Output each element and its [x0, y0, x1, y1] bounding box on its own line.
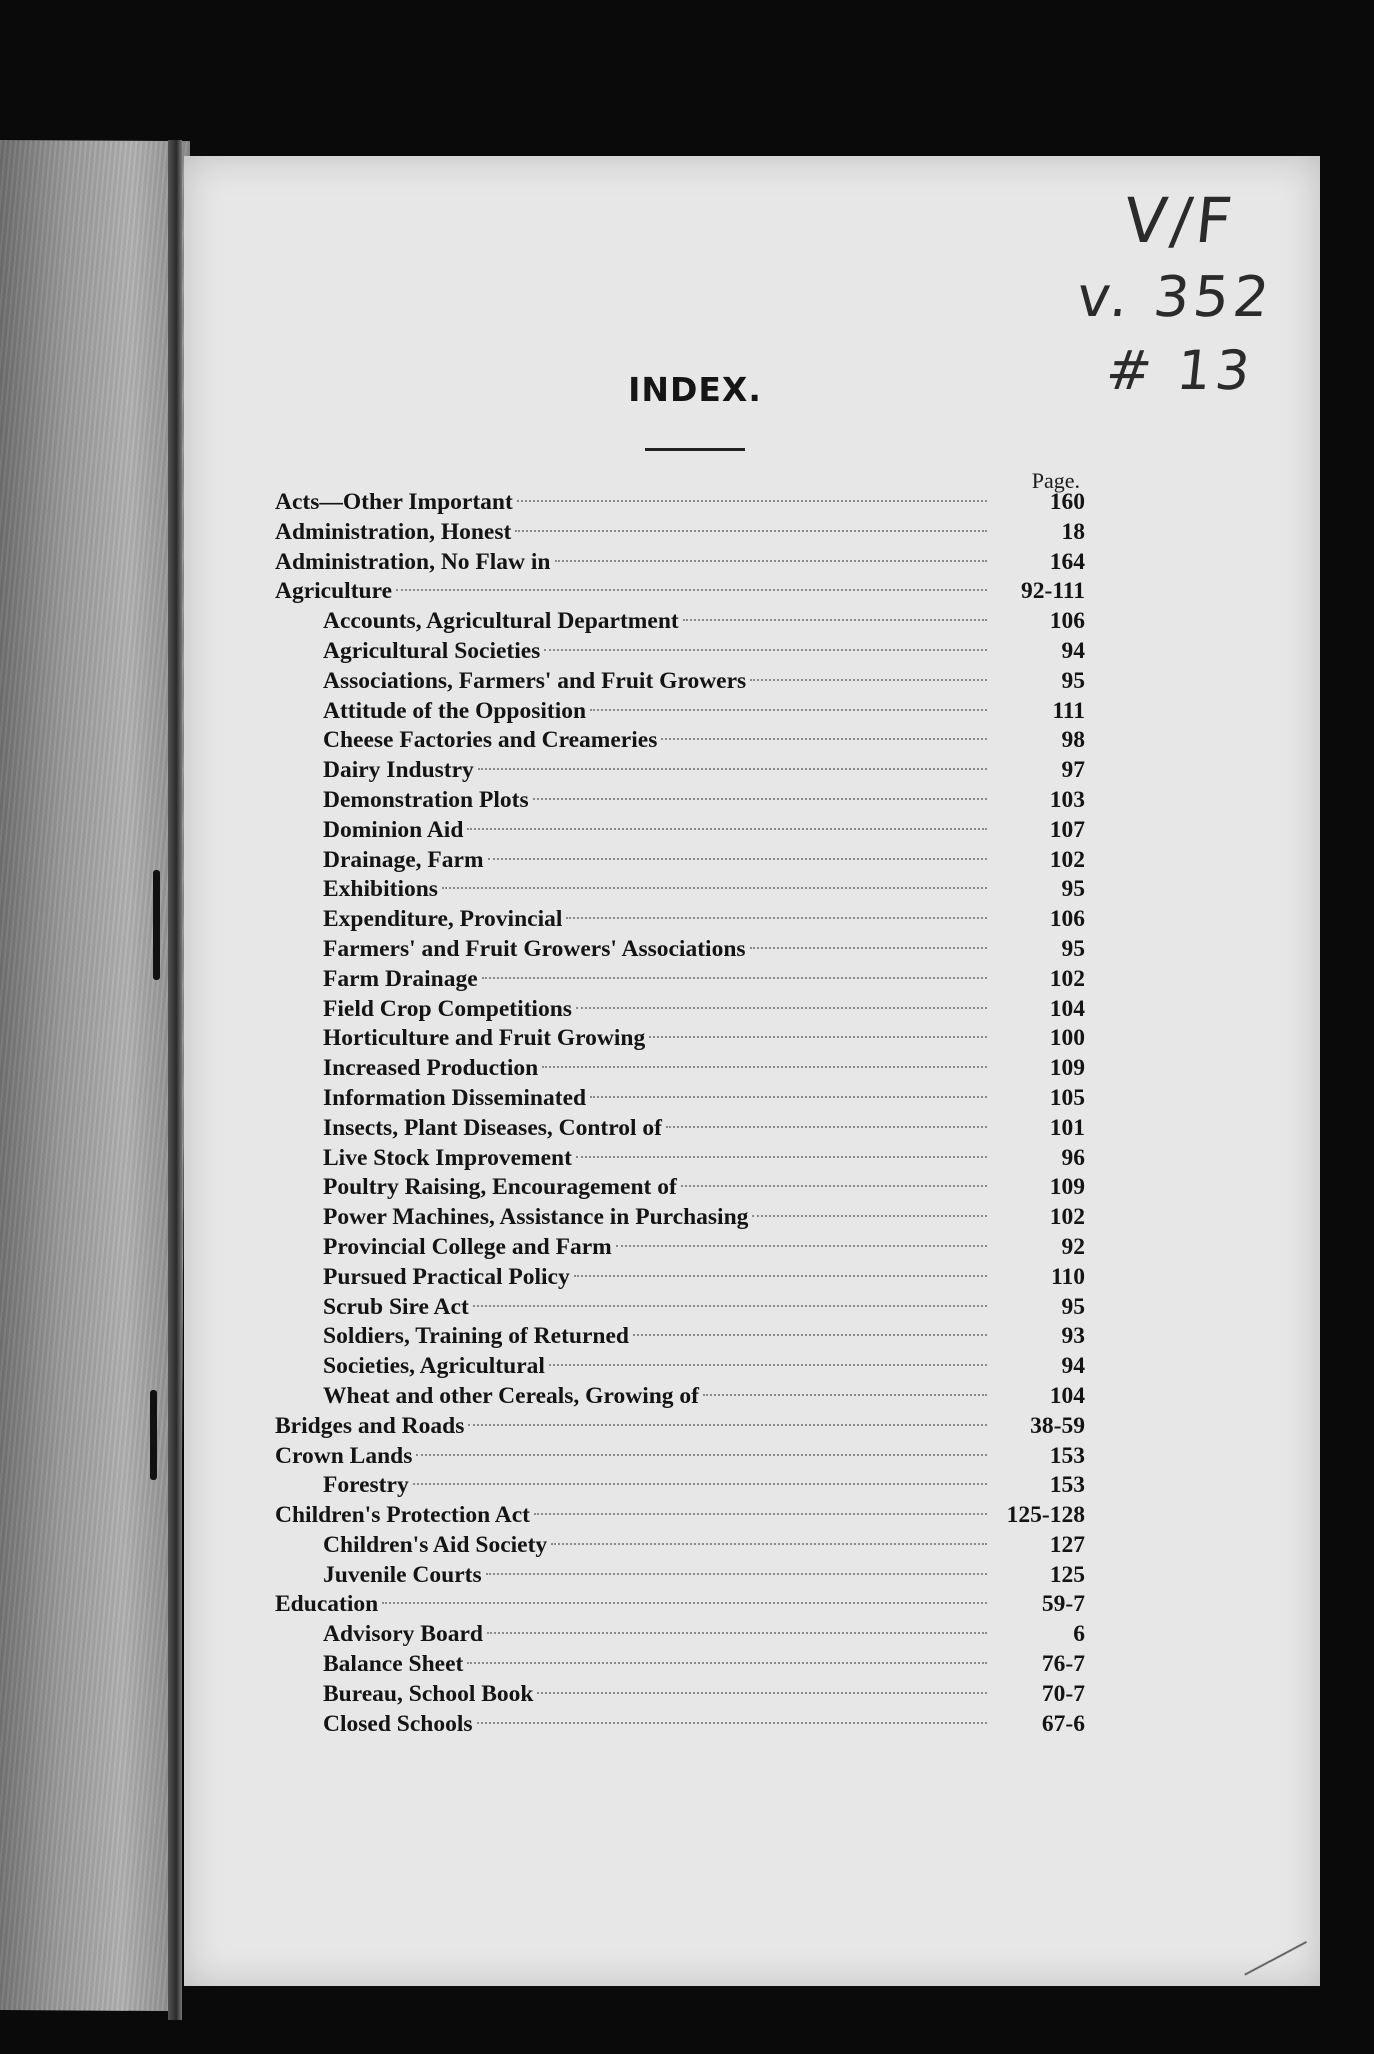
- entry-page-number: 18: [1061, 518, 1085, 545]
- book-binding: [0, 140, 190, 2011]
- entry-label: Soldiers, Training of Returned: [323, 1323, 629, 1350]
- index-subentry: [275, 816, 1085, 846]
- entry-label: Increased Production: [323, 1055, 539, 1082]
- entry-label: Expenditure, Provincial: [323, 906, 563, 933]
- entry-page-number: 104: [1049, 1382, 1085, 1409]
- entry-label: Bridges and Roads: [275, 1412, 465, 1439]
- dot-leader: [616, 1245, 987, 1247]
- entry-page-number: 95: [1061, 876, 1085, 903]
- dot-leader: [542, 1066, 987, 1068]
- index-subentry: [275, 1173, 1085, 1203]
- index-subentry: [275, 786, 1085, 816]
- dot-leader: [477, 1722, 987, 1724]
- entry-label: Cheese Factories and Creameries: [323, 727, 658, 754]
- dot-leader: [555, 560, 988, 562]
- dot-leader: [478, 768, 987, 770]
- dot-leader: [549, 1364, 987, 1366]
- entry-label: Horticulture and Fruit Growing: [323, 1025, 646, 1052]
- entry-page-number: 70-7: [1041, 1680, 1085, 1707]
- index-subentry: [275, 1293, 1085, 1323]
- dot-leader: [576, 1156, 987, 1158]
- entry-label: Wheat and other Cereals, Growing of: [323, 1382, 699, 1409]
- entry-page-number: 153: [1049, 1472, 1085, 1499]
- index-subentry: [275, 846, 1085, 876]
- dot-leader: [666, 1126, 987, 1128]
- dot-leader: [487, 1632, 987, 1634]
- dot-leader: [551, 1543, 987, 1545]
- entry-page-number: 95: [1061, 667, 1085, 694]
- entry-page-number: 106: [1049, 608, 1085, 635]
- dot-leader: [750, 679, 987, 681]
- dot-leader: [396, 589, 987, 591]
- dot-leader: [590, 1096, 987, 1098]
- dot-leader: [467, 828, 987, 830]
- index-subentry: [275, 1382, 1085, 1412]
- index-subentry: [275, 875, 1085, 905]
- handwritten-note-line: v. 352: [1073, 265, 1277, 330]
- binding-edge: [168, 140, 182, 2020]
- index-subentry: [275, 935, 1085, 965]
- entry-page-number: 97: [1061, 757, 1085, 784]
- entry-page-number: 100: [1049, 1025, 1085, 1052]
- index-subentry: [275, 1322, 1085, 1352]
- page-column-header: Page.: [1031, 468, 1080, 493]
- entry-label: Pursued Practical Policy: [323, 1263, 570, 1290]
- dot-leader: [442, 887, 987, 889]
- index-subentry: [275, 667, 1085, 697]
- entry-label: Bureau, School Book: [323, 1680, 534, 1707]
- entry-label: Agriculture: [275, 578, 393, 605]
- page-title: INDEX.: [628, 370, 762, 409]
- entry-label: Insects, Plant Diseases, Control of: [323, 1114, 662, 1141]
- entry-page-number: 102: [1049, 1204, 1085, 1231]
- margin-mark: [153, 870, 160, 980]
- index-subentry: [275, 726, 1085, 756]
- entry-page-number: 153: [1049, 1442, 1085, 1469]
- dot-leader: [703, 1394, 987, 1396]
- dot-leader: [574, 1275, 987, 1277]
- entry-label: Farmers' and Fruit Growers' Associations: [323, 935, 746, 962]
- dot-leader: [482, 977, 987, 979]
- entry-label: Demonstration Plots: [323, 786, 529, 813]
- dot-leader: [750, 947, 987, 949]
- entry-label: Administration, No Flaw in: [275, 548, 551, 575]
- entry-page-number: 164: [1049, 548, 1085, 575]
- index-subentry: [275, 1084, 1085, 1114]
- entry-page-number: 95: [1061, 935, 1085, 962]
- entry-label: Societies, Agricultural: [323, 1353, 545, 1380]
- entry-label: Information Disseminated: [323, 1084, 587, 1111]
- entry-page-number: 127: [1049, 1531, 1085, 1558]
- index-subentry: [275, 1054, 1085, 1084]
- dot-leader: [537, 1692, 987, 1694]
- entry-page-number: 95: [1061, 1293, 1085, 1320]
- entry-page-number: 109: [1049, 1174, 1085, 1201]
- index-subentry: [275, 1144, 1085, 1174]
- dot-leader: [515, 530, 987, 532]
- entry-page-number: 106: [1049, 906, 1085, 933]
- index-subentry: [275, 1561, 1085, 1591]
- entry-label: Provincial College and Farm: [323, 1233, 612, 1260]
- dot-leader: [468, 1424, 987, 1426]
- entry-label: Education: [275, 1591, 379, 1618]
- dot-leader: [473, 1305, 987, 1307]
- index-entry: [275, 577, 1085, 607]
- index-subentry: [275, 965, 1085, 995]
- entry-label: Power Machines, Assistance in Purchasing: [323, 1204, 749, 1231]
- entry-page-number: 125: [1049, 1561, 1085, 1588]
- entry-label: Field Crop Competitions: [323, 995, 572, 1022]
- index-subentry: [275, 1531, 1085, 1561]
- entry-label: Juvenile Courts: [323, 1561, 482, 1588]
- entry-label: Associations, Farmers' and Fruit Growers: [323, 667, 747, 694]
- entry-page-number: 38-59: [1030, 1412, 1085, 1439]
- entry-page-number: 76-7: [1041, 1651, 1085, 1678]
- entry-page-number: 109: [1049, 1055, 1085, 1082]
- dot-leader: [382, 1602, 987, 1604]
- entry-page-number: 96: [1061, 1144, 1085, 1171]
- index-subentry: [275, 1650, 1085, 1680]
- index-subentry: [275, 637, 1085, 667]
- entry-label: Closed Schools: [323, 1710, 473, 1737]
- dot-leader: [467, 1662, 987, 1664]
- entry-label: Drainage, Farm: [323, 846, 484, 873]
- entry-page-number: 160: [1049, 489, 1085, 515]
- entry-page-number: 102: [1049, 846, 1085, 873]
- entry-page-number: 94: [1061, 1353, 1085, 1380]
- entry-label: Acts—Other Important: [275, 489, 513, 515]
- index-subentry: [275, 1680, 1085, 1710]
- index-subentry: [275, 1710, 1085, 1740]
- dot-leader: [683, 619, 987, 621]
- entry-page-number: 103: [1049, 786, 1085, 813]
- entry-page-number: 6: [1073, 1621, 1085, 1648]
- handwritten-note: [1060, 184, 1300, 416]
- entry-label: Children's Aid Society: [323, 1531, 548, 1558]
- index-subentry: [275, 1471, 1085, 1501]
- dot-leader: [486, 1573, 987, 1575]
- index-subentry: [275, 756, 1085, 786]
- entry-page-number: 94: [1061, 637, 1085, 664]
- entry-label: Balance Sheet: [323, 1651, 464, 1678]
- dot-leader: [661, 738, 987, 740]
- dot-leader: [544, 649, 987, 651]
- index-entry: [275, 1501, 1085, 1531]
- index-entry: [275, 548, 1085, 578]
- title-rule: [645, 448, 745, 451]
- index-subentry: [275, 1203, 1085, 1233]
- entry-label: Live Stock Improvement: [323, 1144, 572, 1171]
- entry-label: Exhibitions: [323, 876, 438, 903]
- entry-label: Crown Lands: [275, 1442, 413, 1469]
- index-entry: [275, 1590, 1085, 1620]
- dot-leader: [416, 1454, 987, 1456]
- entry-page-number: 92-111: [1021, 578, 1085, 605]
- entry-label: Dominion Aid: [323, 816, 464, 843]
- index-subentry: [275, 697, 1085, 727]
- index-list: [275, 488, 1085, 1739]
- entry-page-number: 101: [1049, 1114, 1085, 1141]
- entry-label: Farm Drainage: [323, 965, 478, 992]
- entry-page-number: 93: [1061, 1323, 1085, 1350]
- index-subentry: [275, 1024, 1085, 1054]
- entry-label: Administration, Honest: [275, 518, 512, 545]
- index-entry: [275, 518, 1085, 548]
- dot-leader: [517, 500, 987, 502]
- entry-label: Advisory Board: [323, 1621, 483, 1648]
- entry-label: Children's Protection Act: [275, 1502, 531, 1529]
- dot-leader: [681, 1185, 987, 1187]
- entry-page-number: 59-7: [1041, 1591, 1085, 1618]
- index-subentry: [275, 1233, 1085, 1263]
- index-subentry: [275, 905, 1085, 935]
- index-subentry: [275, 1352, 1085, 1382]
- dot-leader: [649, 1036, 987, 1038]
- entry-page-number: 104: [1049, 995, 1085, 1022]
- entry-page-number: 111: [1052, 697, 1085, 724]
- index-subentry: [275, 1620, 1085, 1650]
- entry-page-number: 67-6: [1041, 1710, 1085, 1737]
- entry-page-number: 110: [1051, 1263, 1085, 1290]
- dot-leader: [590, 709, 987, 711]
- entry-label: Poultry Raising, Encouragement of: [323, 1174, 677, 1201]
- entry-label: Scrub Sire Act: [323, 1293, 469, 1320]
- index-subentry: [275, 995, 1085, 1025]
- entry-page-number: 102: [1049, 965, 1085, 992]
- index-subentry: [275, 1114, 1085, 1144]
- entry-label: Attitude of the Opposition: [323, 697, 587, 724]
- entry-page-number: 107: [1049, 816, 1085, 843]
- entry-label: Accounts, Agricultural Department: [323, 608, 679, 635]
- entry-page-number: 92: [1061, 1233, 1085, 1260]
- index-subentry: [275, 1263, 1085, 1293]
- entry-label: Dairy Industry: [323, 757, 474, 784]
- index-entry: [275, 1412, 1085, 1442]
- dot-leader: [413, 1483, 987, 1485]
- entry-page-number: 98: [1061, 727, 1085, 754]
- dot-leader: [533, 798, 987, 800]
- entry-page-number: 105: [1049, 1084, 1085, 1111]
- handwritten-note-line: V/F: [1120, 184, 1240, 257]
- dot-leader: [633, 1334, 987, 1336]
- entry-label: Agricultural Societies: [323, 637, 541, 664]
- dot-leader: [534, 1513, 987, 1515]
- dot-leader: [752, 1215, 987, 1217]
- dot-leader: [488, 858, 987, 860]
- entry-page-number: 125-128: [1006, 1502, 1085, 1529]
- index-entry: [275, 488, 1085, 518]
- index-entry: [275, 1442, 1085, 1472]
- index-subentry: [275, 607, 1085, 637]
- dot-leader: [566, 917, 987, 919]
- handwritten-note-line: # 13: [1103, 339, 1257, 402]
- entry-label: Forestry: [323, 1472, 409, 1499]
- margin-mark: [150, 1390, 157, 1480]
- dot-leader: [576, 1007, 987, 1009]
